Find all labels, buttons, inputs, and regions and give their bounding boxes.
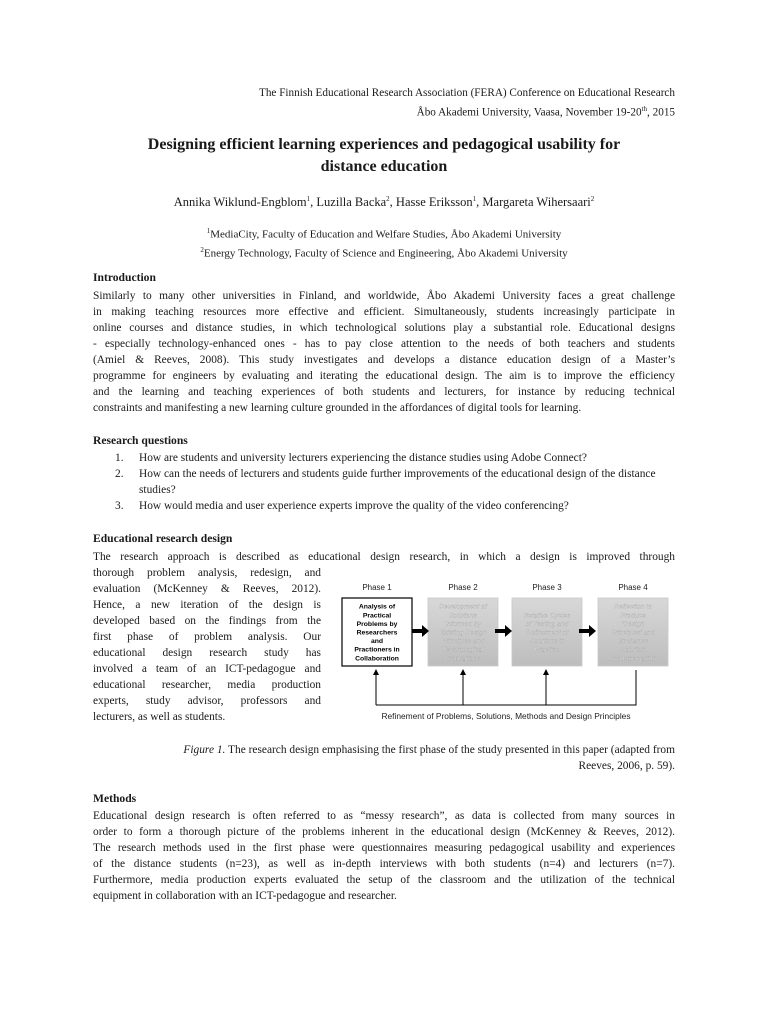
- question-number: 2.: [115, 468, 124, 480]
- introduction-line: online courses and distance studies, in which technological solutions play a substantial role. Educational designs: [93, 322, 675, 334]
- phase-text: Principles and: [441, 638, 485, 646]
- phase-label: Phase 2: [448, 583, 478, 592]
- refinement-label: Refinement of Problems, Solutions, Methods and Design Principles: [381, 711, 631, 721]
- author-separator: ,: [389, 195, 396, 210]
- design-heading: Educational research design: [93, 532, 233, 545]
- phase-text: Enchance: [617, 638, 649, 646]
- affiliation-list: [93, 224, 675, 261]
- design-line: lecturers, as well as students.: [93, 711, 226, 723]
- introduction-line: constraints and manifesting a new learning culture grounded in the affordances of digital tools for learning.: [93, 402, 582, 414]
- phase-text: Researchers: [356, 629, 398, 637]
- phase-text: Innovations: [445, 655, 481, 663]
- methods-heading: Methods: [93, 792, 137, 805]
- introduction-line: - especially technology-enhanced ones - has to pay close attention to the needs of both teachers and students: [93, 338, 675, 350]
- phase-text: Existing Design: [439, 629, 487, 637]
- author-separator: ,: [476, 195, 483, 210]
- question-number: 3.: [115, 500, 124, 512]
- question-text: How would media and user experience experts improve the quality of the video conferencing?: [139, 500, 569, 512]
- design-line: The research approach is described as educational design research, in which a design is improved through: [93, 551, 675, 563]
- research-question-item: [93, 450, 675, 466]
- research-question-item: [93, 466, 675, 498]
- conference-line-1: The Finnish Educational Research Association (FERA) Conference on Educational Research: [259, 87, 675, 99]
- phase-text: Solution: [620, 646, 646, 654]
- introduction-heading: Introduction: [93, 271, 156, 284]
- phase-text: Reflection to: [614, 603, 652, 611]
- design-paragraph-first-line: [93, 549, 675, 565]
- phase-text: Refinement of: [525, 629, 569, 637]
- author-affiliation-number: 1: [472, 195, 477, 203]
- affiliation-text: Energy Technology, Faculty of Science and Engineering, Åbo Akademi University: [203, 247, 568, 260]
- research-question-item: [93, 498, 675, 514]
- phase-text: Informed by: [445, 620, 481, 628]
- date-suffix: th: [641, 105, 648, 113]
- phase-text: Solutions: [449, 612, 477, 620]
- design-line: educational design research study has: [93, 647, 321, 659]
- affiliation-line: [93, 243, 675, 262]
- methods-line: Furthermore, media production experts evaluated the setup of the classroom and the utilization of the technical: [93, 874, 675, 886]
- phase-text: of Testing and: [525, 620, 569, 628]
- phase-text: Practise: [534, 646, 560, 654]
- design-line: involved a team of an ICT-pedagogue and: [93, 663, 321, 675]
- caption-line-1: [93, 742, 675, 758]
- affiliation-line: [93, 224, 675, 243]
- caption-line-2: Reeves, 2006, p. 59).: [578, 760, 675, 772]
- phase-text: Practioners in: [354, 646, 400, 654]
- introduction-line: (Amiel & Reeves, 2008). This study investigates and develops a distance education design of a Master’s: [93, 354, 675, 366]
- author-separator: ,: [310, 195, 317, 210]
- introduction-line: and the learning and teaching experiences of both students and lecturers, for instance by reducing technical: [93, 386, 675, 398]
- affiliation-number: 1: [206, 227, 211, 235]
- introduction-line: programme for engineers by evaluating and iterating the educational design. The aim is to improve the efficiency: [93, 370, 675, 382]
- phase-label: Phase 4: [618, 583, 648, 592]
- design-line: experts, study advisor, professors and: [93, 695, 321, 707]
- arrow-head-2-3: [505, 625, 512, 637]
- phase-text: Problems by: [356, 620, 398, 628]
- conference-venue: Åbo Akademi University, Vaasa, November 19-20: [416, 106, 642, 119]
- caption-label: Figure 1.: [183, 744, 226, 756]
- phase-text: ‘Design: [621, 620, 645, 628]
- affiliation-text: MediaCity, Faculty of Education and Welfare Studies, Åbo Akademi University: [210, 228, 562, 241]
- conference-header: [259, 85, 675, 121]
- methods-line: order to form a thorough picture of the problems inherent in the educational design (McKenney & Reeves, 2012).: [93, 826, 675, 838]
- author-name: Annika Wiklund-Engblom: [173, 195, 307, 210]
- design-line: evaluation (McKenney & Reeves, 2012).: [93, 583, 321, 595]
- author-list: [93, 195, 675, 210]
- introduction-line: in making teaching resources more effective and efficient. Simultaneously, students increasingly participate in: [93, 306, 675, 318]
- phase-text: Iterative Cycles: [523, 612, 571, 620]
- title-line-1: Designing efficient learning experiences and pedagogical usability for: [147, 136, 621, 153]
- design-line: Hence, a new iteration of the design is: [93, 599, 321, 611]
- caption-text: The research design emphasising the first phase of the study presented in this paper (adapted from: [225, 744, 675, 756]
- paper-title: [93, 134, 675, 178]
- design-line: educational researcher, media production: [93, 679, 321, 691]
- author-affiliation-number: 2: [590, 195, 595, 203]
- research-questions-heading: Research questions: [93, 434, 188, 447]
- phase-text: Collaboration: [355, 655, 399, 663]
- question-text: How are students and university lecturers experiencing the distance studies using Adobe Connect?: [139, 452, 587, 464]
- methods-line: Educational design research is often referred to as “messy research”, as data is collected from many sources in: [93, 810, 675, 822]
- research-design-figure: [336, 578, 676, 726]
- methods-line: equipment in collaboration with an ICT-pedagogue and researcher.: [93, 890, 397, 902]
- methods-paragraph: [93, 808, 675, 904]
- research-questions-list: [93, 450, 675, 514]
- refinement-loop: [376, 670, 636, 705]
- methods-line: of the distance students (n=23), as well as in-depth interviews with both students (n=4) and lecturers (n=7).: [93, 858, 675, 870]
- design-line: thorough problem analysis, redesign, and: [93, 567, 321, 579]
- phase-text: and: [370, 638, 384, 646]
- arrow-head-3-4: [589, 625, 596, 637]
- design-line: first phase of problem analysis. Our: [93, 631, 321, 643]
- phase-text: Solutions in: [529, 638, 565, 646]
- figure-caption: [93, 742, 675, 774]
- introduction-paragraph: [93, 288, 675, 416]
- author-name: Margareta Wihersaari: [482, 195, 591, 210]
- conference-year: , 2015: [647, 106, 675, 119]
- phase-text: Principles’ and: [611, 629, 655, 637]
- phase-label: Phase 3: [532, 583, 562, 592]
- question-text: How can the needs of lecturers and students guide further improvements of the educational design of the distance studies?: [139, 468, 656, 496]
- design-line: developed based on the findings from the: [93, 615, 321, 627]
- phase-text: Development of: [439, 603, 487, 611]
- author-name: Luzilla Backa: [316, 195, 387, 210]
- author-affiliation-number: 1: [306, 195, 311, 203]
- title-line-2: distance education: [320, 158, 448, 175]
- author-affiliation-number: 2: [386, 195, 390, 203]
- methods-line: The research methods used in the first phase were questionnaires measuring pedagogical usability and experiences: [93, 842, 675, 854]
- introduction-line: Similarly to many other universities in Finland, and worldwide, Åbo Akademi University faces a great challenge: [93, 290, 675, 302]
- phase-text: Analysis of: [358, 603, 396, 611]
- phase-text: Practical: [362, 612, 392, 620]
- affiliation-number: 2: [200, 245, 204, 254]
- conference-line-2: [259, 101, 675, 121]
- phase-text: Produce: [620, 612, 646, 620]
- design-paragraph-wrapped: [93, 565, 321, 725]
- phase-text: Implementation: [609, 655, 657, 663]
- author-name: Hasse Eriksson: [395, 195, 473, 210]
- question-number: 1.: [115, 452, 124, 464]
- phase-label: Phase 1: [362, 583, 392, 592]
- phase-text: Technological: [442, 646, 484, 654]
